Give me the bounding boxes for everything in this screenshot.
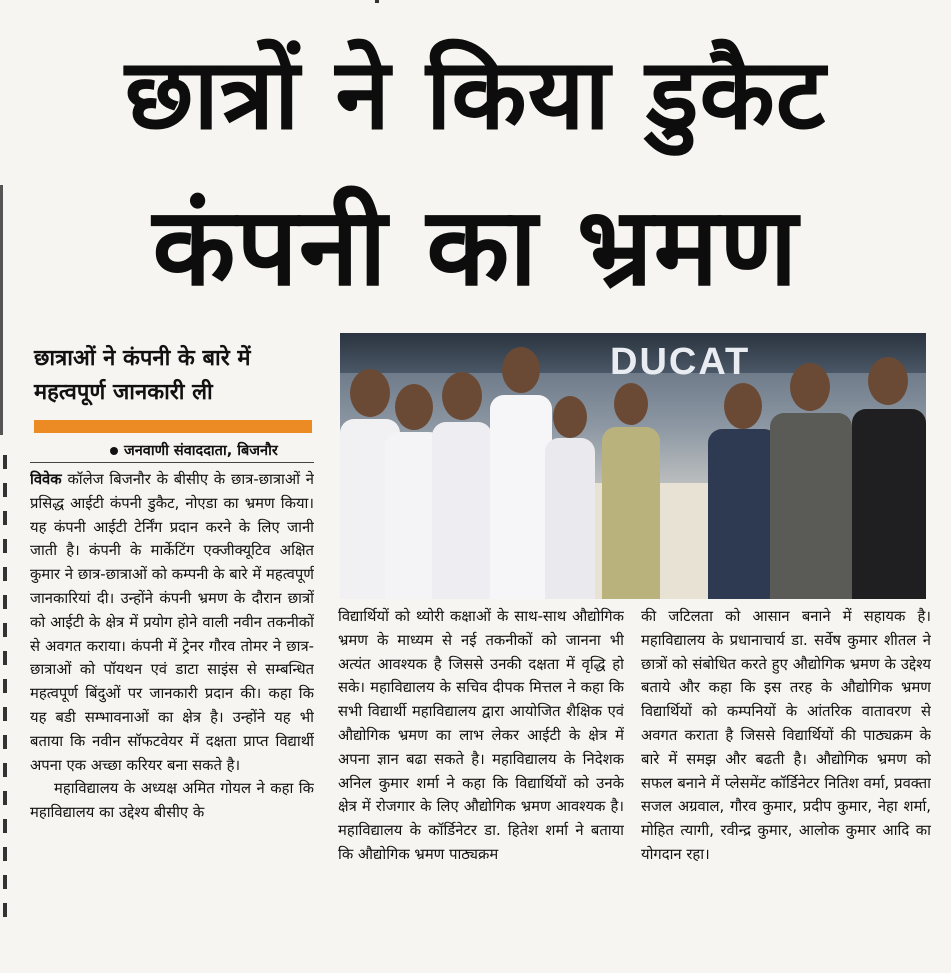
group-photo — [340, 333, 926, 599]
byline — [110, 440, 315, 460]
article-column-2 — [338, 605, 624, 973]
person-figure — [852, 347, 926, 599]
paragraph — [30, 468, 314, 777]
lead-word: विवेक — [30, 471, 62, 488]
company-logo-sign: DUCAT — [610, 341, 751, 383]
article-column-1 — [30, 468, 314, 973]
adjacent-article-edge — [0, 185, 3, 435]
person-figure — [708, 359, 778, 599]
paragraph: महाविद्यालय के अध्यक्ष अमित गोयल ने कहा कि महाविद्यालय का उद्देश्य बीसीए के — [30, 780, 314, 822]
paragraph: विद्यार्थियों को थ्योरी कक्षाओं के साथ-साथ औद्योगिक भ्रमण के माध्यम से नई तकनीकों को जानना भी अत्यंत आवश्यक है जिससे उनकी दक्षता में वृद्धि हो सके। महाविद्यालय के सचिव दीपक मित्तल ने कहा कि सभी विद्यार्थी महाविद्यालय द्वारा आयोजित शैक्षिक एवं औद्योगिक भ्रमण का लाभ लेकर आईटी के क्षेत्र में अपना ज्ञान बढा सकते है। महाविद्यालय के निदेशक अनिल कुमार शर्मा ने कहा कि विद्यार्थियों को उनके क्षेत्र में रोजगार के लिए औद्योगिक भ्रमण आवश्यक है। महाविद्यालय के कॉर्डिनेटर डा. हितेश शर्मा ने बताया कि औद्योगिक भ्रमण पाठ्यक्रम — [338, 608, 624, 863]
headline-line-2: कंपनी का भ्रमण — [152, 185, 799, 310]
paragraph-text: कॉलेज बिजनौर के बीसीए के छात्र-छात्राओं ने प्रसिद्ध आईटी कंपनी डुकैट, नोएडा का भ्रमण किया। यह कंपनी आईटी टेर्निंग प्रदान करने के लिए जानी जाती है। कंपनी के मार्केटिंग एक्जीक्यूटिव अक्षित कुमार ने छात्र-छात्राओं को कम्पनी के बारे में महत्वपूर्ण जानकारियां दी। उन्होंने कंपनी भ्रमण के दौरान छात्रों को आईटी के क्षेत्र में प्रयोग होने वाली नवीन तकनीकों से अवगत कराया। कंपनी में ट्रेनर गौरव तोमर ने छात्र-छात्राओं को पॉयथन एवं डाटा साइंस से सम्बन्धित महत्वपूर्ण बिंदुओं पर जानकारी प्रदान की। कहा कि यह बडी सम्भावनाओं का क्षेत्र है। उन्होंने यह भी बताया कि नवीन सॉफटवेयर में दक्षता प्राप्त विद्यार्थी अपना एक अच्छा करियर बना सकते है। — [30, 471, 314, 774]
paragraph: की जटिलता को आसान बनाने में सहायक है। महाविद्यालय के प्रधानाचार्य डा. सर्वेष कुमार शीतल ने छात्रों को संबोधित करते हुए औद्योगिक भ्रमण के उद्देश्य बताये और कहा कि इस तरह के औद्योगिक भ्रमण विद्यार्थियों को कम्पनियों के आंतरिक वातावरण से अवगत कराता है जिससे विद्यार्थियों की पाठ्यक्रम के बारे में समझ और बढती है। औद्योगिक भ्रमण को सफल बनाने में प्लेसमेंट कॉर्डिनेटर नितिश वर्मा, प्रवक्ता सजल अग्रवाल, गौरव कुमार, प्रदीप कुमार, नेहा शर्मा, मोहित त्यागी, रवीन्द्र कुमार, आलोक कुमार आदि का योगदान रहा। — [641, 608, 931, 863]
bullet-icon — [110, 447, 118, 455]
adjacent-column-fragments — [0, 455, 12, 973]
person-figure — [490, 337, 552, 599]
byline-text: जनवाणी संवाददाता, बिजनौर — [124, 443, 278, 459]
person-figure — [602, 367, 660, 599]
person-figure — [545, 374, 595, 599]
headline-line-1: छात्रों ने किया डुकैट — [124, 38, 827, 152]
edge-mark — [375, 0, 379, 3]
subheadline: छात्राओं ने कंपनी के बारे में महत्वपूर्ण जानकारी ली — [34, 346, 251, 405]
byline-rule — [30, 462, 314, 463]
person-figure — [432, 354, 492, 599]
article-column-3 — [641, 605, 931, 973]
person-figure — [770, 349, 852, 599]
orange-divider — [34, 420, 312, 433]
